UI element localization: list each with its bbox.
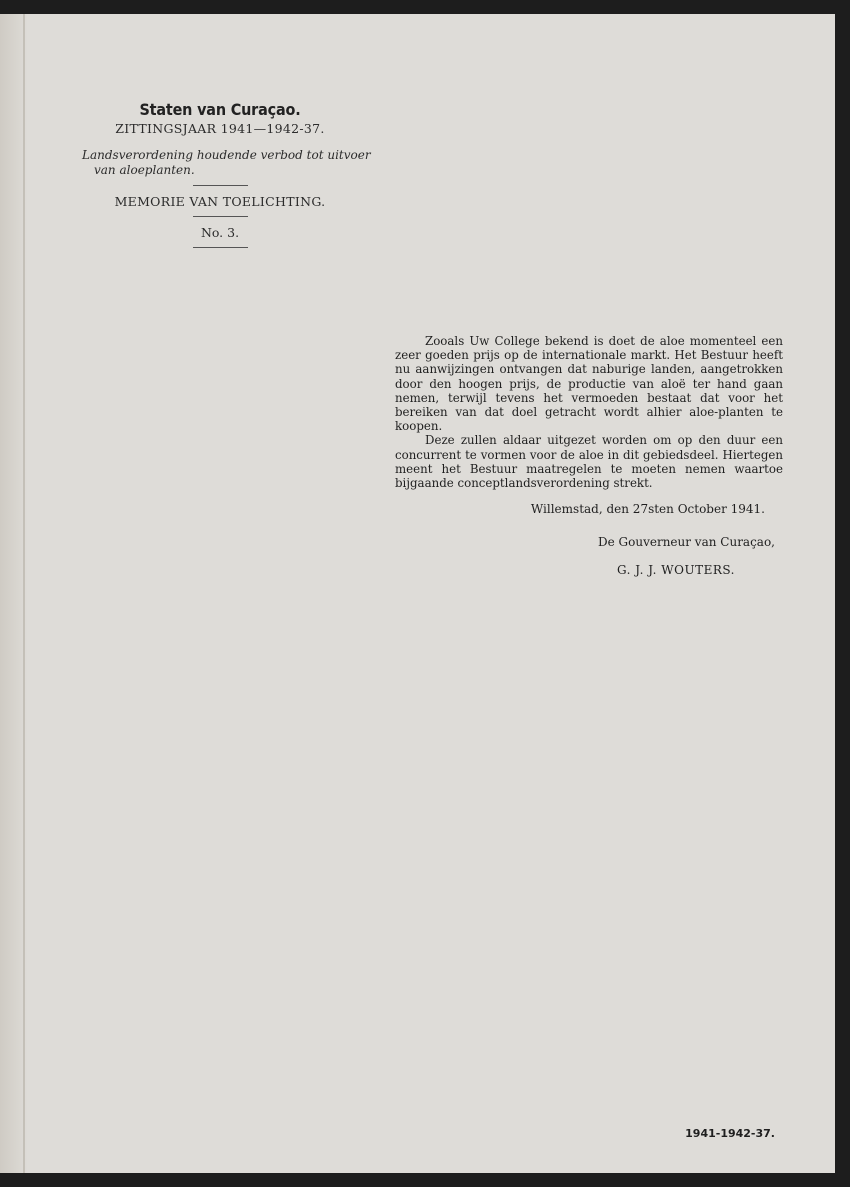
signatory-name: G. J. J. WOUTERS. <box>617 563 735 577</box>
divider-rule <box>193 247 248 248</box>
document-number: No. 3. <box>200 225 240 240</box>
binding-fold <box>23 14 25 1173</box>
body-paragraph-1: Zooals Uw College bekend is doet de aloe momenteel een zeer goeden prijs op de internationale markt. Het Bestuur heeft nu aanwijzingen ontvangen dat naburige landen, aangetrokken door den hoogen prijs, de productie van aloë ter hand gaan nemen, terwijl tevens het vermoeden bestaat dat voor het bereiken van dat doel getracht wordt alhier aloe-planten te koopen. <box>395 334 783 434</box>
section-heading: MEMORIE VAN TOELICHTING. <box>114 194 326 209</box>
document-subject <box>82 148 372 178</box>
divider-rule <box>193 185 248 186</box>
subject-line-1: Landsverordening houdende verbod tot uitvoer <box>82 148 371 162</box>
divider-rule <box>193 216 248 217</box>
place-and-date: Willemstad, den 27sten October 1941. <box>530 502 765 516</box>
governor-title: De Gouverneur van Curaçao, <box>598 535 775 549</box>
document-title: Staten van Curaçao. <box>139 100 301 119</box>
document-header <box>70 100 370 256</box>
footer-document-code: 1941-1942-37. <box>685 1127 775 1140</box>
body-paragraph-2: Deze zullen aldaar uitgezet worden om op den duur een concurrent te vormen voor de aloe in dit gebiedsdeel. Hiertegen meent het Bestuur maatregelen te moeten nemen waartoe bijgaande conceptlandsverordening strekt. <box>395 433 783 491</box>
document-page <box>0 14 835 1173</box>
memorandum-body <box>395 334 783 490</box>
subject-line-2: van aloeplanten. <box>94 163 195 177</box>
session-year: ZITTINGSJAAR 1941—1942-37. <box>115 121 325 136</box>
